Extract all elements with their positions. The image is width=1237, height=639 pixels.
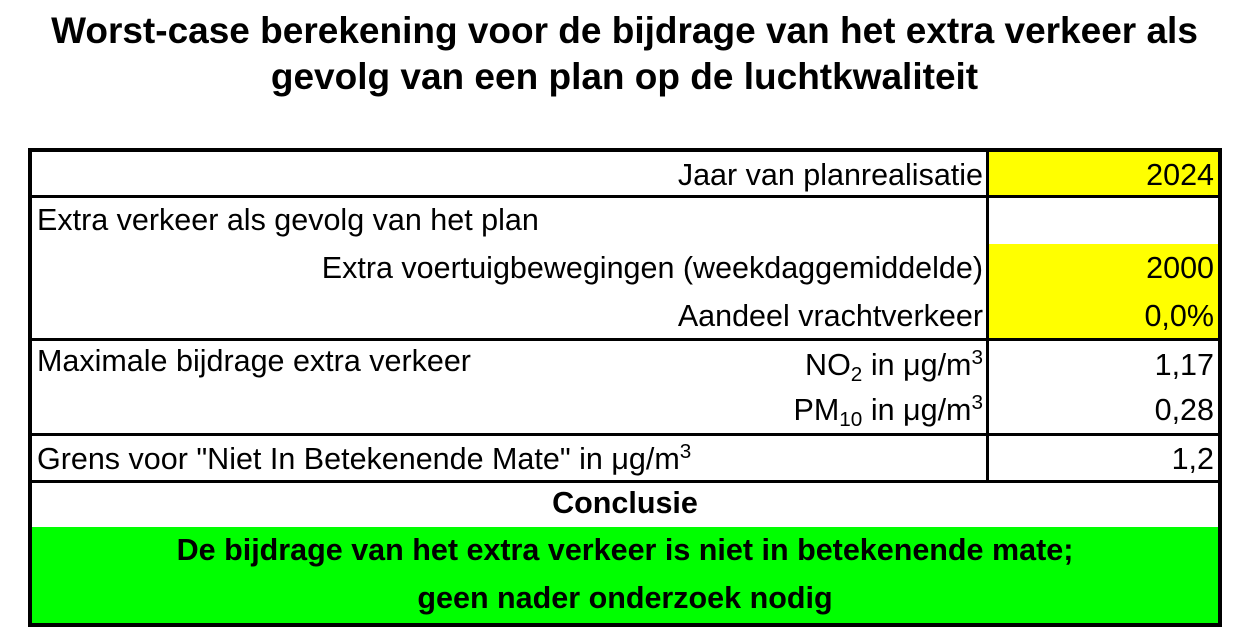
grens-nibm-text: Grens voor "Niet In Betekenende Mate" in μg/m (37, 442, 680, 476)
row-divider (32, 338, 1218, 341)
no2-subscript: 2 (850, 362, 863, 386)
no2-superscript: 3 (971, 346, 983, 370)
voertuigbewegingen-input[interactable]: 2000 (1146, 251, 1214, 285)
title-line-1: Worst-case berekening voor de bijdrage van het extra verkeer als (51, 10, 1198, 51)
pm10-value: 0,28 (1154, 393, 1214, 427)
conclusie-line-2: geen nader onderzoek nodig (417, 581, 833, 615)
conclusie-heading: Conclusie (552, 486, 698, 520)
pm10-superscript: 3 (971, 391, 983, 415)
planrealisatie-label: Jaar van planrealisatie (677, 158, 983, 192)
no2-value: 1,17 (1154, 348, 1214, 382)
vrachtverkeer-label: Aandeel vrachtverkeer (677, 299, 983, 333)
maximale-bijdrage-label: Maximale bijdrage extra verkeer (37, 344, 471, 378)
row-divider (32, 433, 1218, 436)
pm10-subscript: 10 (839, 407, 863, 431)
row-divider (32, 195, 1218, 198)
planrealisatie-input[interactable]: 2024 (1146, 158, 1214, 192)
page-title (27, 8, 1222, 100)
pm10-unit: in μg/m (862, 393, 972, 427)
extra-verkeer-heading: Extra verkeer als gevolg van het plan (37, 203, 539, 237)
no2-unit: in μg/m (862, 348, 972, 382)
grens-nibm-value: 1,2 (1171, 442, 1214, 476)
vrachtverkeer-input[interactable]: 0,0% (1144, 299, 1214, 333)
conclusie-line-1: De bijdrage van het extra verkeer is niet in betekenende mate; (176, 533, 1074, 567)
grens-nibm-superscript: 3 (679, 440, 692, 464)
voertuigbewegingen-label: Extra voertuigbewegingen (weekdaggemiddelde) (321, 251, 983, 285)
no2-unit-label (32, 346, 983, 386)
pm10-unit-label (32, 391, 983, 431)
no2-symbol: NO (805, 348, 851, 382)
pm10-symbol: PM (793, 393, 840, 427)
row-divider (32, 480, 1218, 483)
title-line-2: gevolg van een plan op de luchtkwaliteit (270, 56, 979, 97)
grens-nibm-label (37, 442, 691, 476)
